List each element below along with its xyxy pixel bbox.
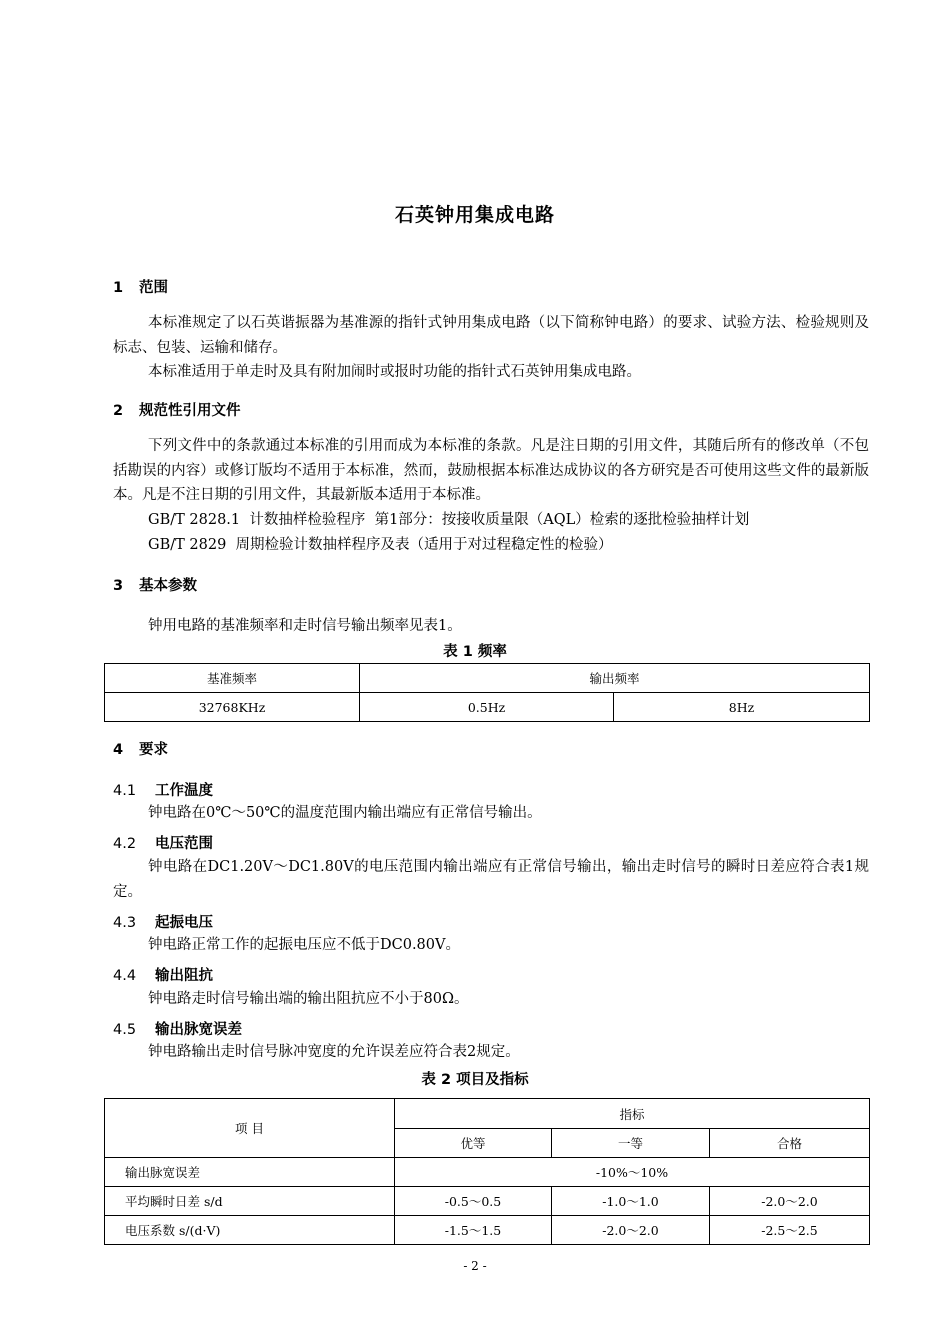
subsection-4-2-text: 钟电路在DC1.20V～DC1.80V的电压范围内输出端应有正常信号输出，输出走时信号的瞬时日差应符合表1规定。 bbox=[113, 859, 869, 900]
header-grade-qualified: 合格 bbox=[710, 1129, 870, 1158]
section-1-paragraph-2: 本标准适用于单走时及具有附加闹时或报时功能的指针式石英钟用集成电路。 bbox=[148, 364, 641, 380]
row-value-voltage-coefficient-excellent: -1.5～1.5 bbox=[395, 1216, 552, 1245]
section-1-number: 1 bbox=[113, 280, 124, 296]
row-item-voltage-coefficient: 电压系数 s/(d·V) bbox=[105, 1216, 395, 1245]
header-index: 指标 bbox=[395, 1099, 870, 1129]
frequency-table bbox=[104, 663, 870, 722]
section-1-heading bbox=[113, 276, 168, 297]
header-item: 项 目 bbox=[105, 1099, 395, 1158]
row-value-pulse-width-error: -10%～10% bbox=[395, 1158, 870, 1187]
base-frequency-value: 32768KHz bbox=[105, 693, 360, 722]
subsection-4-3-heading bbox=[113, 911, 213, 932]
table-row bbox=[105, 1216, 870, 1245]
subsection-4-5-heading bbox=[113, 1018, 242, 1039]
section-3-heading bbox=[113, 574, 197, 595]
row-item-daily-rate: 平均瞬时日差 s/d bbox=[105, 1187, 395, 1216]
subsection-4-1-number: 4.1 bbox=[113, 783, 137, 799]
section-4-title: 要求 bbox=[139, 742, 168, 758]
reference-gbt-2829: GB/T 2829 周期检验计数抽样程序及表（适用于对过程稳定性的检验） bbox=[148, 537, 613, 553]
section-3-paragraph-1: 钟用电路的基准频率和走时信号输出频率见表1。 bbox=[148, 618, 462, 634]
subsection-4-4-number: 4.4 bbox=[113, 968, 137, 984]
subsection-4-5-text: 钟电路输出走时信号脉冲宽度的允许误差应符合表2规定。 bbox=[148, 1044, 520, 1060]
subsection-4-5-title: 输出脉宽误差 bbox=[155, 1022, 242, 1038]
section-1-paragraph-1: 本标准规定了以石英谐振器为基准源的指针式钟用集成电路（以下简称钟电路）的要求、试验方法、检验规则及标志、包装、运输和储存。 bbox=[113, 315, 869, 356]
subsection-4-3-number: 4.3 bbox=[113, 915, 137, 931]
section-4-heading bbox=[113, 738, 168, 759]
table-1-header-row bbox=[105, 664, 870, 693]
subsection-4-2-title: 电压范围 bbox=[155, 836, 213, 852]
subsection-4-2-heading bbox=[113, 832, 213, 853]
section-4-number: 4 bbox=[113, 742, 124, 758]
subsection-4-1-heading bbox=[113, 779, 213, 800]
section-2-paragraph-1: 下列文件中的条款通过本标准的引用而成为本标准的条款。凡是注日期的引用文件，其随后所有的修改单（不包括勘误的内容）或修订版均不适用于本标准，然而，鼓励根据本标准达成协议的各方研究是否可使用这些文件的最新版本。凡是不注日期的引用文件，其最新版本适用于本标准。 bbox=[113, 438, 869, 503]
section-2-number: 2 bbox=[113, 403, 124, 419]
table-1-data-row bbox=[105, 693, 870, 722]
section-2-heading bbox=[113, 399, 241, 420]
subsection-4-4-heading bbox=[113, 964, 213, 985]
header-output-frequency: 输出频率 bbox=[360, 664, 870, 693]
output-frequency-value-1: 0.5Hz bbox=[360, 693, 614, 722]
table-row bbox=[105, 1187, 870, 1216]
subsection-4-2-number: 4.2 bbox=[113, 836, 137, 852]
row-value-daily-rate-first: -1.0～1.0 bbox=[552, 1187, 710, 1216]
output-frequency-value-2: 8Hz bbox=[614, 693, 870, 722]
document-title: 石英钟用集成电路 bbox=[394, 204, 555, 226]
row-value-daily-rate-excellent: -0.5～0.5 bbox=[395, 1187, 552, 1216]
index-table bbox=[104, 1098, 870, 1245]
reference-gbt-2828: GB/T 2828.1 计数抽样检验程序 第1部分：按接收质量限（AQL）检索的逐批检验抽样计划 bbox=[148, 512, 750, 528]
section-3-number: 3 bbox=[113, 578, 124, 594]
row-item-pulse-width-error: 输出脉宽误差 bbox=[105, 1158, 395, 1187]
header-base-frequency: 基准频率 bbox=[105, 664, 360, 693]
section-3-title: 基本参数 bbox=[139, 578, 197, 594]
table-row bbox=[105, 1158, 870, 1187]
subsection-4-4-text: 钟电路走时信号输出端的输出阻抗应不小于80Ω。 bbox=[148, 991, 469, 1007]
header-grade-excellent: 优等 bbox=[395, 1129, 552, 1158]
page-number: - 2 - bbox=[463, 1259, 487, 1273]
subsection-4-1-text: 钟电路在0℃～50℃的温度范围内输出端应有正常信号输出。 bbox=[148, 805, 542, 821]
row-value-voltage-coefficient-qualified: -2.5～2.5 bbox=[710, 1216, 870, 1245]
table-2-caption: 表 2 项目及指标 bbox=[421, 1072, 529, 1088]
table-2-header-row-1 bbox=[105, 1099, 870, 1129]
subsection-4-5-number: 4.5 bbox=[113, 1022, 137, 1038]
subsection-4-3-title: 起振电压 bbox=[155, 915, 213, 931]
row-value-daily-rate-qualified: -2.0～2.0 bbox=[710, 1187, 870, 1216]
table-1-caption: 表 1 频率 bbox=[443, 644, 507, 660]
subsection-4-3-text: 钟电路正常工作的起振电压应不低于DC0.80V。 bbox=[148, 937, 460, 953]
subsection-4-4-title: 输出阻抗 bbox=[155, 968, 213, 984]
subsection-4-1-title: 工作温度 bbox=[155, 783, 213, 799]
section-1-title: 范围 bbox=[139, 280, 168, 296]
section-2-title: 规范性引用文件 bbox=[139, 403, 241, 419]
header-grade-first: 一等 bbox=[552, 1129, 710, 1158]
row-value-voltage-coefficient-first: -2.0～2.0 bbox=[552, 1216, 710, 1245]
